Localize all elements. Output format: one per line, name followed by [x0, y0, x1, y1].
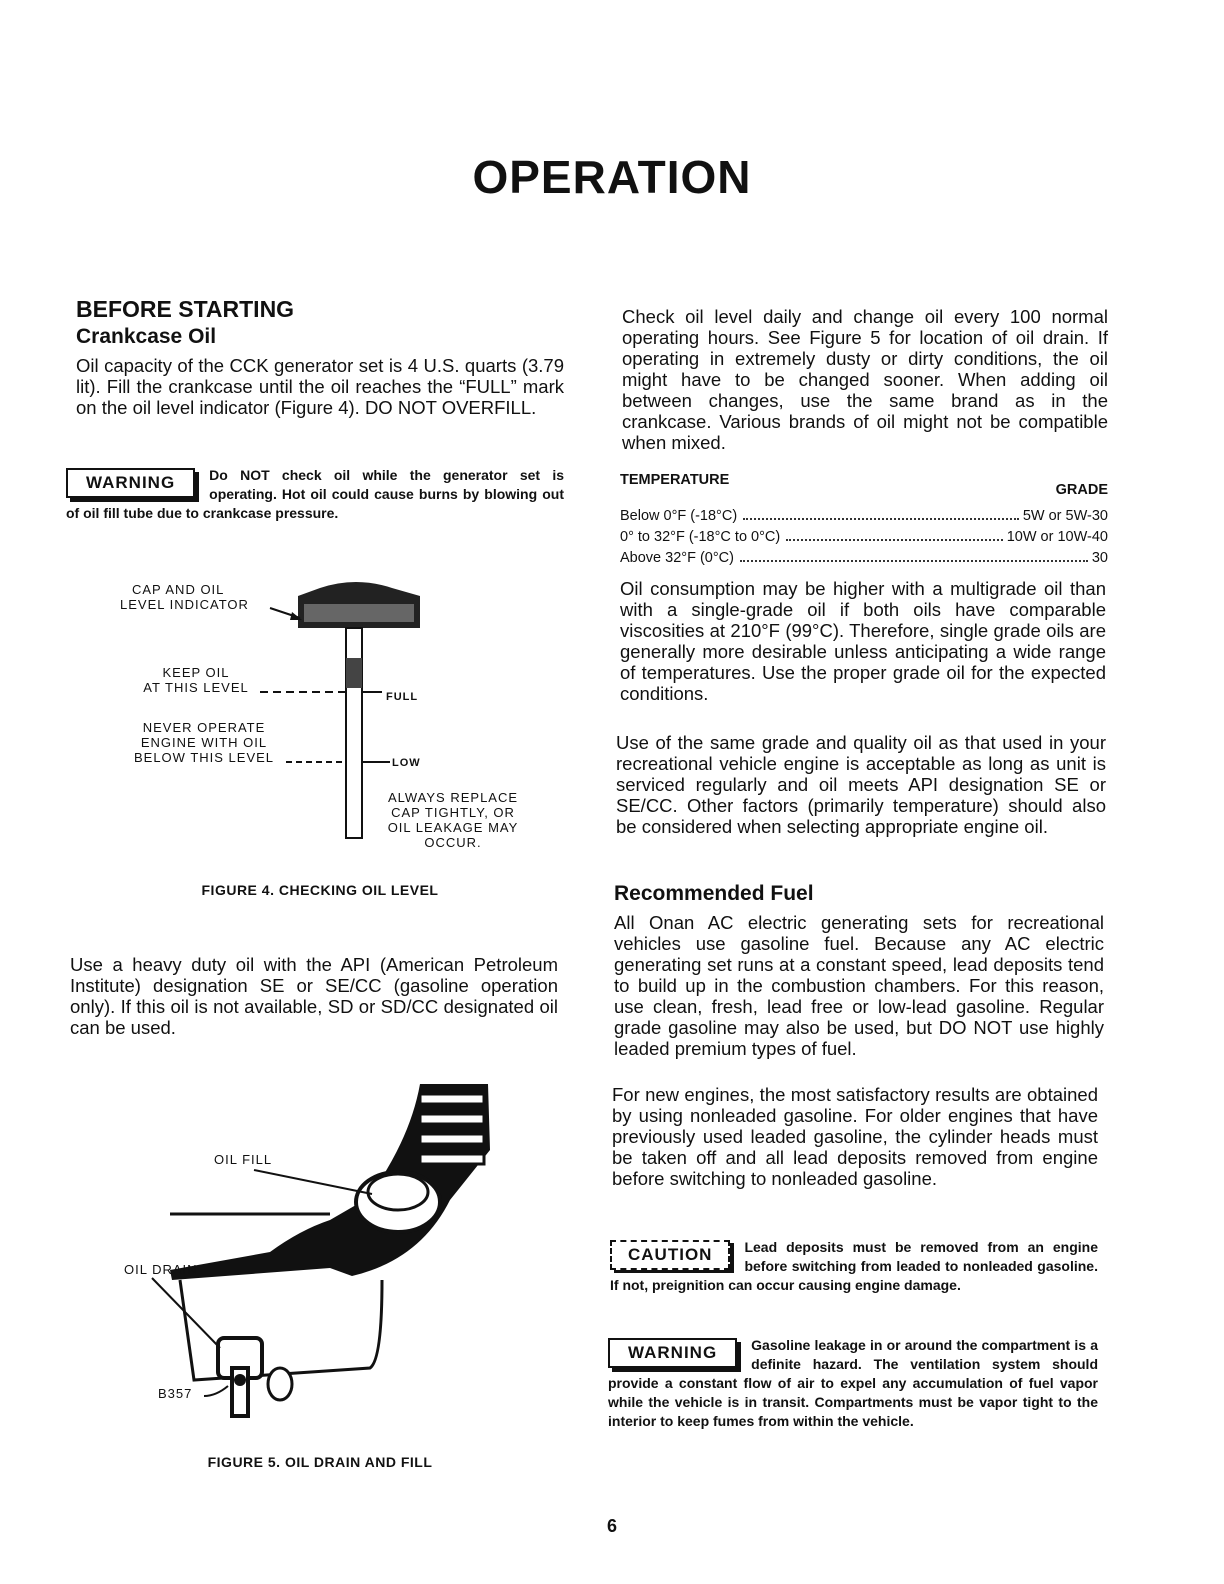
oil-consumption-paragraph-wrap: [620, 578, 1106, 704]
dipstick-grip: [346, 658, 362, 688]
low-mark-label: LOW: [392, 757, 421, 769]
temperature-column-header: TEMPERATURE: [620, 472, 730, 488]
grade-column-header: GRADE: [1055, 482, 1108, 498]
oil-check-paragraph: Check oil level daily and change oil every 100 normal operating hours. See Figure 5 for location of oil drain. If operating in extremely dusty or dirty conditions, the oil might have to be changed sooner. When adding oil between changes, use the same brand as in the crankcase. Various brands of oil might not be compatible when mixed.: [622, 306, 1108, 453]
fuel-paragraph: All Onan AC electric generating sets for recreational vehicles use gasoline fuel. Because any AC electric generating set runs at a constant speed, lead deposits tend to build up in the combustion chambers. For this reason, use clean, fresh, lead free or low-lead gasoline. Regular grade gasoline may also be used, but DO NOT use highly leaded premium types of fuel.: [614, 912, 1104, 1059]
figure-5-caption: FIGURE 5. OIL DRAIN AND FILL: [207, 1454, 433, 1470]
oil-table-row: Below 0°F (-18°C) 5W or 5W-30: [620, 508, 1108, 524]
oil-pan-outline: [180, 1280, 382, 1380]
oil-grade-table: [620, 472, 1108, 569]
replace-cap-label: ALWAYS REPLACE CAP TIGHTLY, OR OIL LEAKAGE MAY OCCUR.: [387, 790, 519, 850]
page-title: OPERATION: [472, 151, 752, 203]
full-mark-label: FULL: [386, 691, 419, 703]
caution-text: Lead deposits must be removed from an engine before switching from leaded to nonleaded gasoline. If not, preignition can occur causing engine damage.: [610, 1239, 1098, 1293]
caution-notice: [610, 1238, 1098, 1295]
warning-notice-2: [608, 1336, 1098, 1431]
oil-consumption-paragraph: Oil consumption may be higher with a multigrade oil than with a single-grade oil if both oils have comparable viscosities at 210°F (99°C). Therefore, single grade oils are generally more desirable unless anticipating a wide range of temperatures. Use the proper grade oil for the expected conditions.: [620, 578, 1106, 704]
oil-table-header: [620, 472, 1108, 498]
warning-notice-1: [66, 466, 564, 523]
page-number: 6: [606, 1516, 617, 1536]
left-column-text: [76, 296, 564, 418]
warning-badge: WARNING: [608, 1338, 737, 1368]
cap-label: CAP AND OIL LEVEL INDICATOR: [120, 582, 249, 612]
keep-oil-label: KEEP OIL AT THIS LEVEL: [143, 665, 249, 695]
warning-text: Gasoline leakage in or around the compartment is a definite hazard. The ventilation system should provide a constant flow of air to expel any accumulation of fuel vapor while the vehicle is in transit. Compartments must be vapor tight to the interior to keep fumes from within the vehicle.: [608, 1337, 1098, 1429]
new-engines-paragraph: For new engines, the most satisfactory results are obtained by using nonleaded gasoline. For older engines that have previously used leaded gasoline, the cylinder heads must be taken off and all lead deposits removed from engine before switching to nonleaded gasoline.: [612, 1084, 1098, 1189]
oil-table-row: Above 32°F (0°C) 30: [620, 550, 1108, 566]
oil-type-paragraph: Use a heavy duty oil with the API (American Petroleum Institute) designation SE or SE/CC (gasoline operation only). If this oil is not available, SD or SD/CC designated oil can be used.: [70, 954, 558, 1038]
oil-table-row: 0° to 32°F (-18°C to 0°C) 10W or 10W-40: [620, 529, 1108, 545]
oil-drain-label: OIL DRAIN: [124, 1262, 198, 1277]
warning-badge: WARNING: [66, 468, 195, 498]
oil-check-paragraph-wrap: [622, 306, 1108, 453]
warning-text: Do NOT check oil while the generator set is operating. Hot oil could cause burns by blowing out of oil fill tube due to crankcase pressure.: [66, 467, 564, 521]
never-operate-label: NEVER OPERATE ENGINE WITH OIL BELOW THIS LEVEL: [133, 720, 275, 765]
figure-5-part-number: B357: [158, 1386, 193, 1401]
recommended-fuel-heading: Recommended Fuel: [614, 882, 814, 905]
crankcase-oil-paragraph: Oil capacity of the CCK generator set is 4 U.S. quarts (3.79 lit). Fill the crankcase until the oil reaches the “FULL” mark on the oil level indicator (Figure 4). DO NOT OVERFILL.: [76, 355, 564, 418]
oil-type-paragraph-wrap: [70, 954, 558, 1038]
figure-4-caption: FIGURE 4. CHECKING OIL LEVEL: [201, 882, 439, 898]
oil-quality-paragraph: Use of the same grade and quality oil as that used in your recreational vehicle engine is acceptable as long as unit is serviced regularly and oil meets API designation SE or SE/CC. Other factors (primarily temperature) should also be considered when selecting appropriate engine oil.: [616, 732, 1106, 837]
oil-fill-label: OIL FILL: [214, 1152, 273, 1167]
oil-cap-knurl: [304, 604, 414, 622]
crankcase-oil-heading: Crankcase Oil: [76, 325, 217, 348]
fuel-section: [614, 882, 1104, 1059]
caution-badge: CAUTION: [610, 1240, 730, 1270]
section-heading: BEFORE STARTING: [76, 296, 295, 322]
oil-drain-fill-illustration: [120, 1080, 500, 1430]
oil-quality-paragraph-wrap: [616, 732, 1106, 837]
new-engines-paragraph-wrap: [612, 1084, 1098, 1189]
